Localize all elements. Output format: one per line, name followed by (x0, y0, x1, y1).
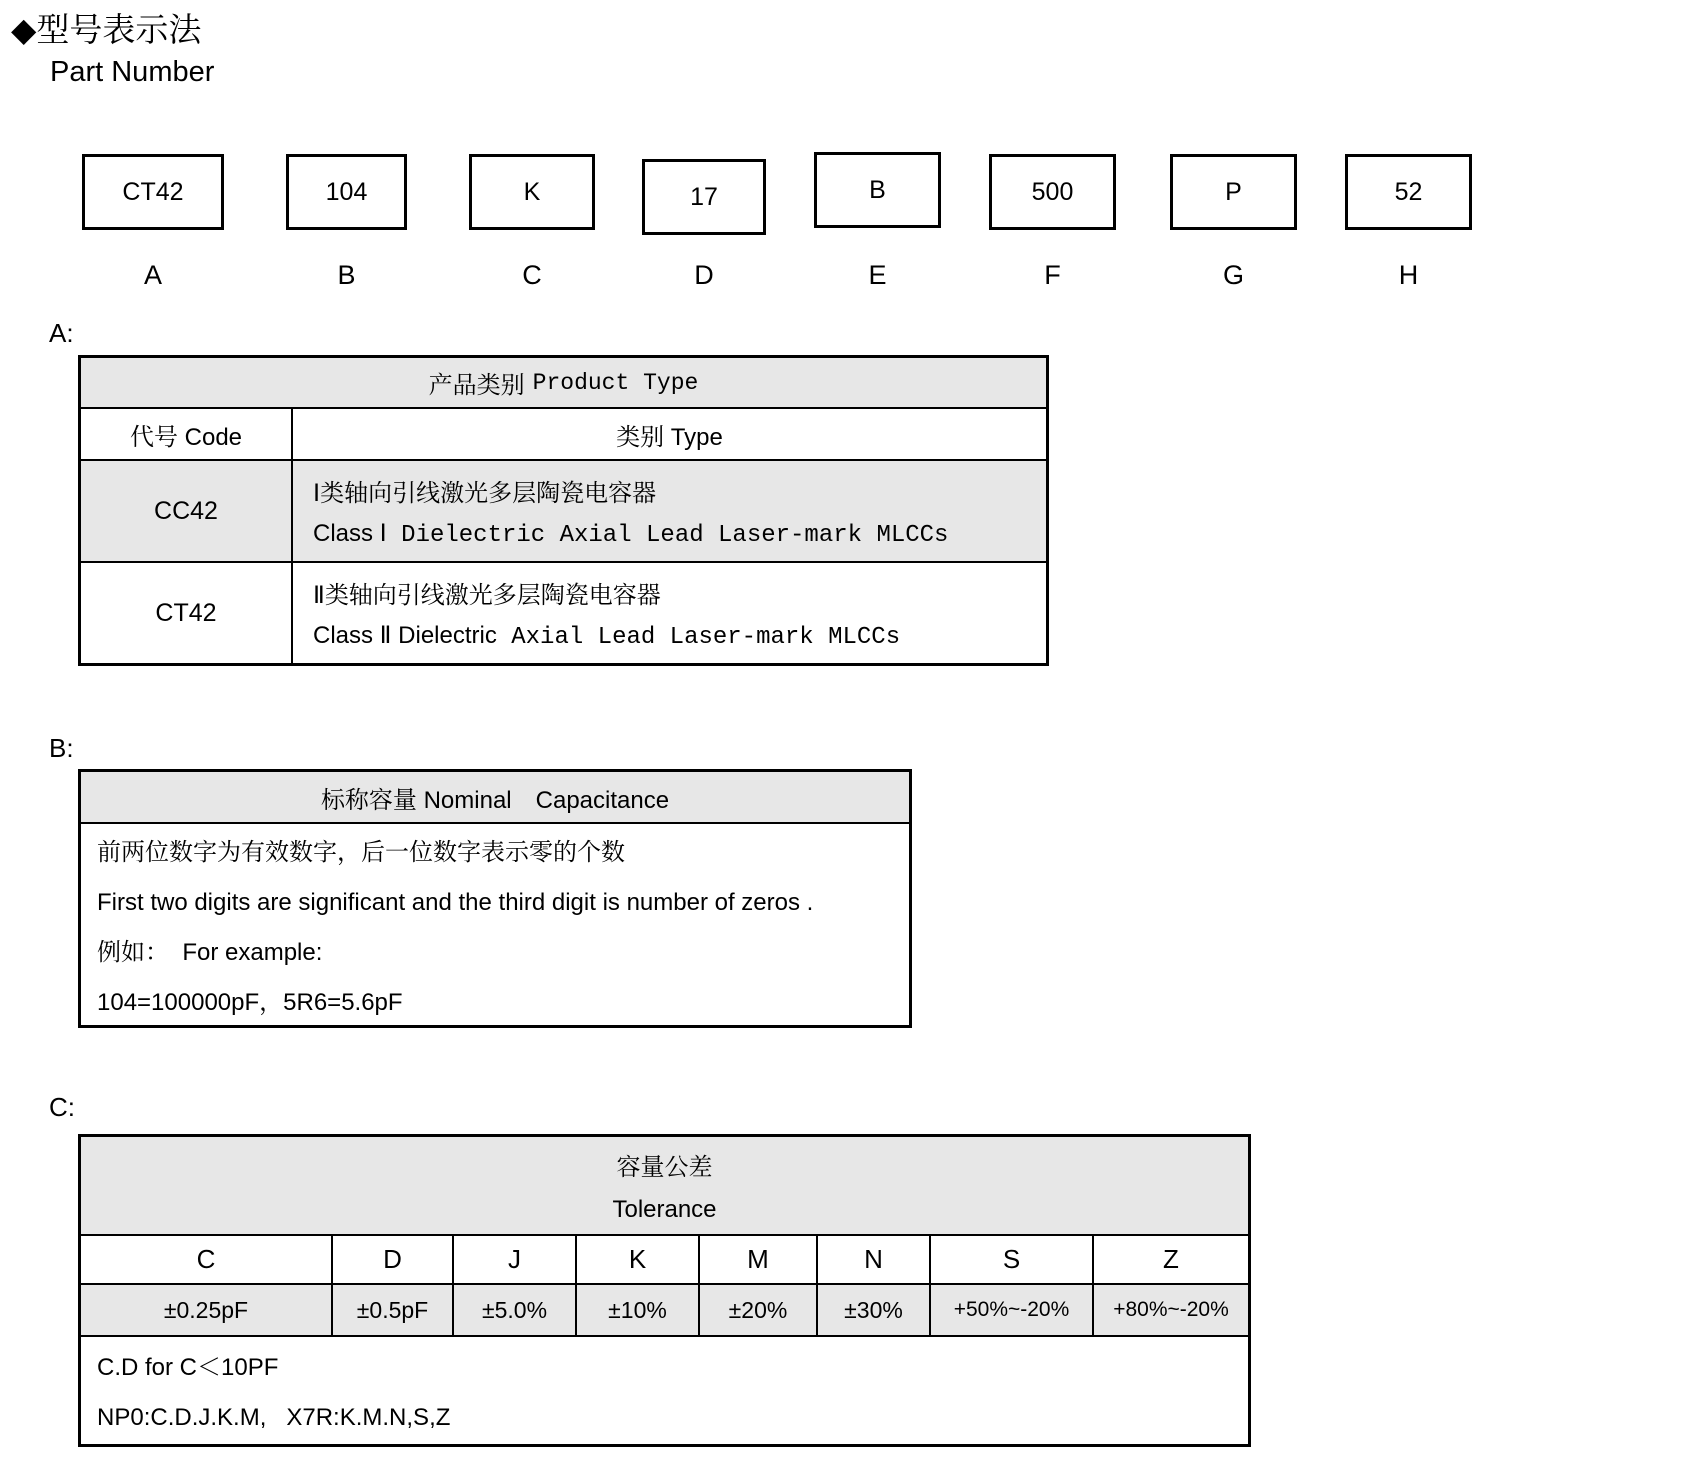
part-number-box-b: 104 (286, 154, 407, 230)
nominal-capacitance-table (78, 769, 912, 1028)
type-desc-en (313, 519, 1046, 549)
tolerance-title-cn: 容量公差 (616, 1154, 713, 1181)
part-number-letter-e: E (868, 260, 887, 290)
product-type-column-headers (81, 409, 1046, 461)
part-number-letter-f: F (1044, 260, 1061, 290)
tolerance-value-cell: +80%~-20% (1113, 1298, 1229, 1321)
part-number-box-f: 500 (989, 154, 1116, 230)
capacitance-note-en: First two digits are significant and the third digit is number of zeros . (97, 889, 814, 916)
type-desc-en-mono: Axial Lead Laser-mark MLCCs (496, 624, 901, 651)
part-number-letter-g: G (1222, 260, 1244, 290)
part-number-box-c: K (469, 154, 595, 230)
type-cell (293, 461, 1046, 561)
tolerance-code-cell: S (931, 1236, 1094, 1283)
product-type-title-cn: 产品类别 (428, 372, 525, 399)
capacitance-example-label: 例如： For example: (97, 939, 323, 966)
tolerance-value-cell: ±0.25pF (81, 1285, 333, 1335)
tolerance-code-cell: C (81, 1236, 333, 1283)
tolerance-value-cell: ±10% (577, 1285, 700, 1335)
type-desc-en (313, 621, 1046, 651)
tolerance-value-cell: +50%~-20% (931, 1285, 1094, 1335)
tolerance-note-1: C.D for C＜10PF (97, 1354, 279, 1381)
tolerance-value-cell: ±30% (818, 1285, 931, 1335)
tolerance-code-cell: Z (1163, 1244, 1179, 1274)
section-c-label: C: (49, 1092, 75, 1122)
capacitance-note-cn: 前两位数字为有效数字，后一位数字表示零的个数 (97, 839, 625, 866)
type-desc-en-sans: Class Ⅱ Dielectric (313, 622, 497, 649)
section-a-label: A: (49, 318, 74, 348)
tolerance-value-row (81, 1285, 1248, 1337)
capacitance-example-value: 104=100000pF，5R6=5.6pF (97, 989, 403, 1016)
tolerance-value-cell: ±0.5pF (333, 1285, 454, 1335)
section-b-label: B: (49, 733, 74, 763)
part-number-letter-b: B (337, 260, 356, 290)
type-column-header: 类别 Type (616, 423, 723, 451)
tolerance-code-cell: N (818, 1236, 931, 1283)
product-type-table-title (81, 358, 1046, 409)
tolerance-code-cell: D (333, 1236, 454, 1283)
code-cell: CC42 (81, 461, 293, 561)
nominal-capacitance-title: 标称容量 Nominal Capacitance (81, 772, 909, 824)
table-row (81, 461, 1046, 563)
tolerance-code-cell: M (700, 1236, 818, 1283)
tolerance-value-cell: ±5.0% (454, 1285, 577, 1335)
product-type-title-en: Product Type (532, 369, 699, 396)
part-number-letter-h: H (1398, 260, 1419, 290)
tolerance-title-en: Tolerance (612, 1196, 717, 1223)
page-title: ◆型号表示法 (11, 11, 202, 48)
table-row (81, 563, 1046, 663)
part-number-letter-a: A (143, 260, 162, 290)
code-column-header: 代号 Code (81, 409, 293, 459)
part-number-letter-c: C (522, 260, 542, 290)
tolerance-code-row (81, 1236, 1248, 1285)
type-desc-en-sans: Class Ⅰ (313, 520, 387, 547)
part-number-box-e: B (814, 152, 941, 228)
tolerance-value-cell: ±20% (700, 1285, 818, 1335)
type-desc-cn: Ⅱ类轴向引线激光多层陶瓷电容器 (313, 582, 661, 609)
tolerance-table (78, 1134, 1251, 1447)
tolerance-notes (81, 1337, 1248, 1444)
page-subtitle: Part Number (50, 56, 215, 88)
part-number-box-d: 17 (642, 159, 766, 235)
part-number-box-g: P (1170, 154, 1297, 230)
type-cell (293, 563, 1046, 663)
nominal-capacitance-body (81, 824, 909, 1025)
part-number-box-a: CT42 (82, 154, 224, 230)
part-number-letter-d: D (694, 260, 714, 290)
tolerance-note-2: NP0:C.D.J.K.M, X7R:K.M.N,S,Z (97, 1404, 451, 1431)
tolerance-table-title (81, 1137, 1248, 1236)
code-cell: CT42 (81, 563, 293, 663)
part-number-box-h: 52 (1345, 154, 1472, 230)
type-desc-en-mono: Dielectric Axial Lead Laser-mark MLCCs (386, 522, 949, 549)
product-type-table (78, 355, 1049, 666)
type-desc-cn: Ⅰ类轴向引线激光多层陶瓷电容器 (313, 480, 657, 507)
tolerance-code-cell: J (454, 1236, 577, 1283)
tolerance-code-cell: K (577, 1236, 700, 1283)
